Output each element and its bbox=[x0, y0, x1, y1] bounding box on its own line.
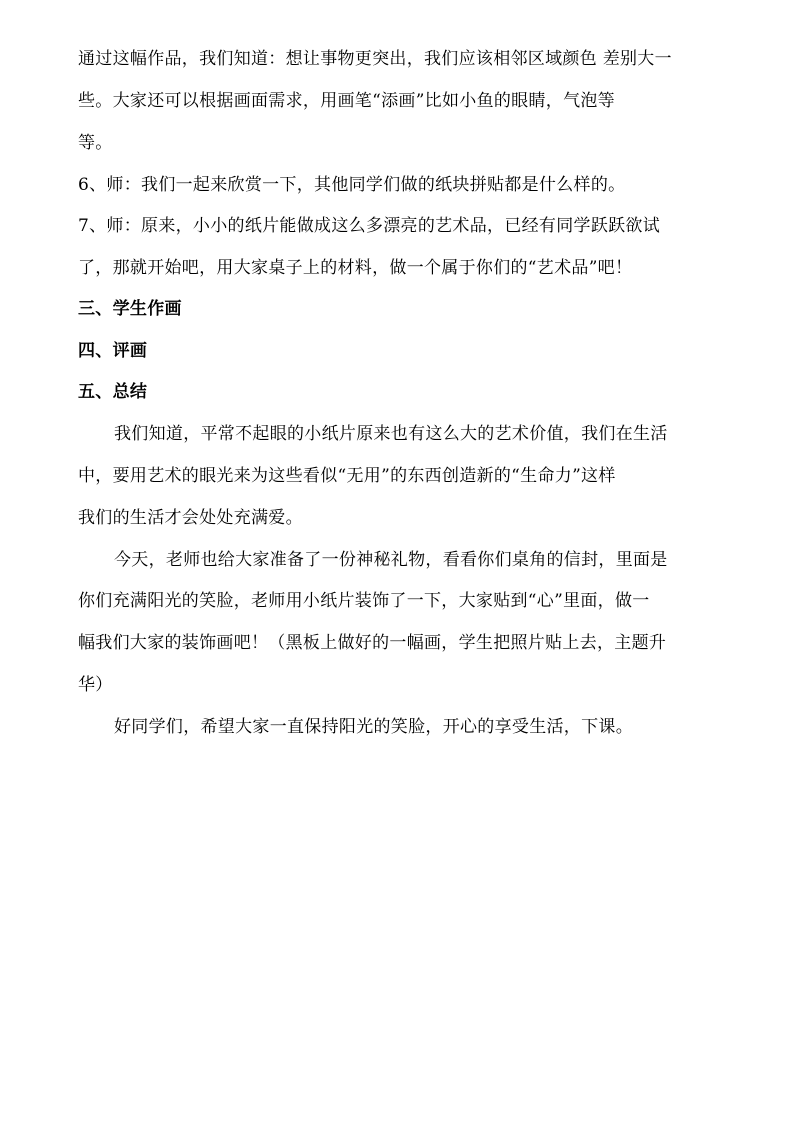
gift-line-3: 幅我们大家的装饰画吧！（黑板上做好的一幅画，学生把照片贴上去，主题升 bbox=[78, 633, 667, 653]
paragraph-1-line-3: 等。 bbox=[78, 133, 113, 153]
heading-student-drawing: 三、学生作画 bbox=[78, 299, 182, 319]
heading-summary: 五、总结 bbox=[78, 382, 148, 402]
heading-evaluation: 四、评画 bbox=[78, 341, 148, 361]
paragraph-1-line-2: 些。大家还可以根据画面需求，用画笔“添画”比如小鱼的眼睛，气泡等 bbox=[78, 91, 615, 111]
item-6: 6、师：我们一起来欣赏一下，其他同学们做的纸块拼贴都是什么样的。 bbox=[78, 175, 626, 195]
gift-line-4: 华） bbox=[78, 675, 113, 695]
closing-line: 好同学们，希望大家一直保持阳光的笑脸，开心的享受生活，下课。 bbox=[114, 717, 633, 737]
paragraph-1-line-1: 通过这幅作品，我们知道：想让事物更突出，我们应该相邻区域颜色 差别大一 bbox=[78, 49, 672, 69]
summary-line-2: 中，要用艺术的眼光来为这些看似“无用”的东西创造新的“生命力”这样 bbox=[78, 466, 616, 486]
item-7-line-1: 7、师：原来，小小的纸片能做成这么多漂亮的艺术品，已经有同学跃跃欲试 bbox=[78, 216, 661, 236]
summary-line-3: 我们的生活才会处处充满爱。 bbox=[78, 508, 303, 528]
item-7-line-2: 了，那就开始吧，用大家桌子上的材料，做一个属于你们的“艺术品”吧！ bbox=[78, 258, 633, 278]
gift-line-2: 你们充满阳光的笑脸，老师用小纸片装饰了一下，大家贴到“心”里面，做一 bbox=[78, 591, 650, 611]
gift-line-1: 今天，老师也给大家准备了一份神秘礼物，看看你们桌角的信封，里面是 bbox=[114, 550, 668, 570]
summary-line-1: 我们知道，平常不起眼的小纸片原来也有这么大的艺术价值，我们在生活 bbox=[114, 424, 668, 444]
